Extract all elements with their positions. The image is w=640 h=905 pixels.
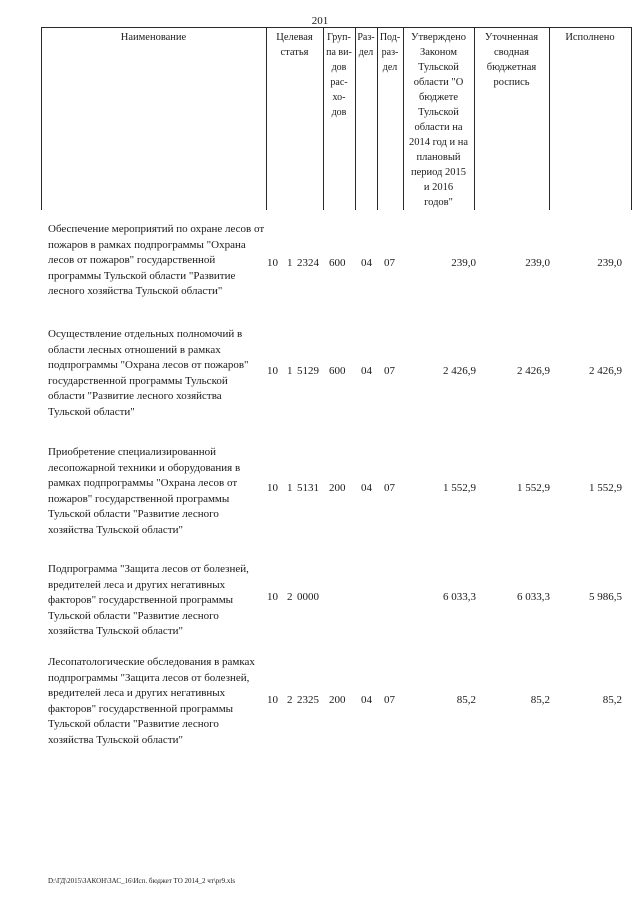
row-target-program: 10 [267,694,278,706]
row-executed: 1 552,9 [589,482,622,494]
row-approved: 1 552,9 [443,482,476,494]
row-group: 200 [329,694,346,706]
row-subsection: 07 [384,365,395,377]
header-target: Целевая статья [276,32,313,58]
row-target-program: 10 [267,365,278,377]
row-refined: 239,0 [525,257,550,269]
row-refined: 1 552,9 [517,482,550,494]
row-name: Приобретение специализированной лесопожарной техники и оборудования в рамках подпрограммы "Охрана лесов от пожаров" государственной программы Тульской области "Развитие лесного хозяйства Тульской области" [48,446,241,536]
col-divider [631,27,632,210]
row-refined: 2 426,9 [517,365,550,377]
row-executed: 2 426,9 [589,365,622,377]
row-target-subprogram: 1 [287,365,293,377]
row-approved: 2 426,9 [443,365,476,377]
row-target-subprogram: 2 [287,591,293,603]
row-target-code: 5129 [297,365,319,377]
row-executed: 239,0 [597,257,622,269]
row-executed: 5 986,5 [589,591,622,603]
row-target-code: 5131 [297,482,319,494]
row-executed: 85,2 [602,694,622,706]
row-section: 04 [361,482,372,494]
row-target-code: 0000 [297,591,319,603]
row-name: Подпрограмма "Защита лесов от болезней, вредителей леса и других негативных факторов" государственной программы Тульской области "Развитие лесного хозяйства Тульской области" [48,563,249,638]
header-executed: Исполнено [565,32,615,43]
col-divider [549,27,550,210]
header-top-border [41,27,632,28]
row-subsection: 07 [384,694,395,706]
row-target-code: 2325 [297,694,319,706]
header-subsection: Под- раз- дел [379,32,401,73]
row-target-subprogram: 2 [287,694,293,706]
header-group: Груп- па ви- дов рас- хо- дов [326,32,352,118]
row-target-code: 2324 [297,257,319,269]
row-target-program: 10 [267,257,278,269]
row-approved: 85,2 [456,694,476,706]
row-target-subprogram: 1 [287,257,293,269]
row-subsection: 07 [384,482,395,494]
header-section: Раз- дел [357,32,375,58]
row-section: 04 [361,257,372,269]
header-refined: Уточненная сводная бюджетная роспись [484,32,539,88]
row-name: Осуществление отдельных полномочий в области лесных отношений в рамках подпрограммы "Охрана лесов от пожаров" государственной программы Тульской области "Развитие лесного хозяйства Тульской области" [48,328,249,418]
file-path-footer: D:\ГД\2015\ЗАКОН\ЗАС_16\Исп. бюджет ТО 2014_2 чт\pr9.xls [48,877,236,885]
row-approved: 239,0 [451,257,476,269]
table-header [0,27,640,210]
row-target-program: 10 [267,591,278,603]
row-name: Обеспечение мероприятий по охране лесов от пожаров в рамках подпрограммы "Охрана лесов от пожаров" государственной программы Тульской области "Развитие лесного хозяйства Тульской области" [48,223,265,298]
row-target-program: 10 [267,482,278,494]
page-number: 201 [311,15,329,27]
row-subsection: 07 [384,257,395,269]
row-group: 600 [329,257,346,269]
row-section: 04 [361,694,372,706]
row-refined: 85,2 [530,694,550,706]
row-target-subprogram: 1 [287,482,293,494]
row-section: 04 [361,365,372,377]
row-refined: 6 033,3 [517,591,550,603]
row-approved: 6 033,3 [443,591,476,603]
row-group: 200 [329,482,346,494]
header-name: Наименование [120,32,187,43]
header-approved: Утверждено Законом Тульской области "О бюджете Тульской области на 2014 год и на плановый период 2015 и 2016 годов" [408,32,469,208]
row-group: 600 [329,365,346,377]
row-name: Лесопатологические обследования в рамках подпрограммы "Защита лесов от болезней, вредителей леса и других негативных факторов" государственной программы Тульской области "Развитие лесного хозяйства Тульской области" [48,656,255,746]
col-divider [41,27,42,210]
